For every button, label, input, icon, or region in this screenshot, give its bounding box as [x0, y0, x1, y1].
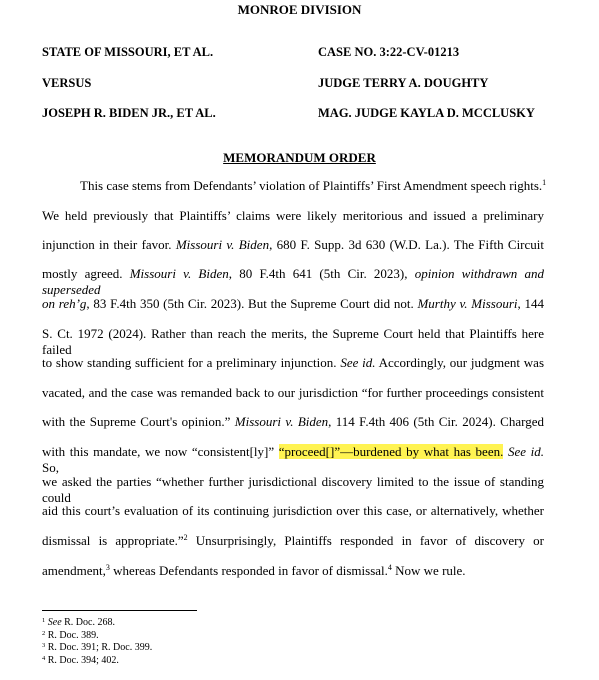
case-citation: Missouri v. Biden: [129, 266, 229, 281]
caption-plaintiff: STATE OF MISSOURI, ET AL.: [42, 45, 214, 59]
document-title: MEMORANDUM ORDER: [223, 150, 376, 165]
footnote-ref-1: 1: [542, 178, 547, 187]
footnote-1: $^1$ See R. Doc. 268.: [42, 617, 115, 628]
footnote-ref-3: 3: [105, 563, 110, 572]
body-line-1: This case stems from Defendants’ violation of Plaintiffs’ First Amendment speech rights.$^1$: [80, 178, 547, 193]
body-line-3: injunction in their favor. Missouri v. Biden, 680 F. Supp. 3d 630 (W.D. La.). The Fifth Circuit: [42, 237, 545, 252]
case-citation: Missouri v. Biden: [175, 237, 270, 252]
magistrate-judge-name: MAG. JUDGE KAYLA D. MCCLUSKY: [318, 106, 535, 120]
footnote-divider: [42, 610, 197, 611]
judge-name: JUDGE TERRY A. DOUGHTY: [318, 76, 489, 90]
caption-defendant: JOSEPH R. BIDEN JR., ET AL.: [42, 106, 216, 120]
body-line-12: aid this court’s evaluation of its continuing jurisdiction over this case, or alternatively, whether: [42, 503, 544, 518]
body-line-4: mostly agreed. Missouri v. Biden, 80 F.4th 641 (5th Cir. 2023), opinion withdrawn and superseded: [42, 266, 545, 297]
footnote-ref-4: 4: [387, 563, 392, 572]
court-division: MONROE DIVISION: [237, 2, 362, 17]
body-line-8: vacated, and the case was remanded back to our jurisdiction “for further proceedings consistent: [42, 385, 544, 400]
footnote-3: $^3$ R. Doc. 391; R. Doc. 399.: [42, 642, 153, 653]
body-line-7: to show standing sufficient for a preliminary injunction. See id. Accordingly, our judgment was: [42, 355, 545, 370]
body-line-13: dismissal is appropriate.”$^2$ Unsurprisingly, Plaintiffs responded in favor of discovery or: [42, 533, 544, 548]
body-line-14: amendment,$^3$ whereas Defendants responded in favor of dismissal.$^4$ Now we rule.: [42, 563, 466, 578]
body-line-5: on reh’g, 83 F.4th 350 (5th Cir. 2023). But the Supreme Court did not. Murthy v. Missouri, 144: [42, 296, 545, 311]
case-number: CASE NO. 3:22-CV-01213: [318, 45, 460, 59]
footnote-2: $^2$ R. Doc. 389.: [42, 630, 99, 641]
body-line-2: We held previously that Plaintiffs’ claims were likely meritorious and issued a preliminary: [42, 208, 544, 223]
body-line-9: with the Supreme Court's opinion.” Missouri v. Biden, 114 F.4th 406 (5th Cir. 2024). Charged: [42, 414, 544, 429]
highlighted-text: “proceed[]”—burdened by what has been.: [278, 444, 504, 459]
body-line-10: with this mandate, we now “consistent[ly]” “proceed[]”—burdened by what has been. See id. So,: [42, 444, 545, 475]
case-citation: Missouri v. Biden: [234, 414, 329, 429]
footnote-4: $^4$ R. Doc. 394; 402.: [42, 655, 119, 666]
case-citation: Murthy v. Missouri: [417, 296, 518, 311]
body-line-6: S. Ct. 1972 (2024). Rather than reach the merits, the Supreme Court held that Plaintiffs here failed: [42, 326, 544, 357]
caption-versus: VERSUS: [42, 76, 92, 90]
body-line-11: we asked the parties “whether further jurisdictional discovery limited to the issue of standing could: [42, 474, 544, 505]
footnote-ref-2: 2: [183, 533, 188, 542]
